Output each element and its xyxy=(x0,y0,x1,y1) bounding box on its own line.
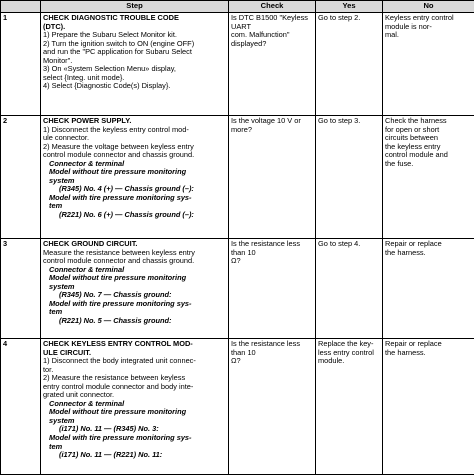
step-line: system xyxy=(49,175,75,185)
step-line: CHECK DIAGNOSTIC TROUBLE CODE xyxy=(43,13,179,22)
step-line: (i171) No. 11 — (R221) No. 11: xyxy=(59,450,163,460)
check-line: Is DTC B1500 "Keyless UART xyxy=(231,13,308,31)
table-row xyxy=(1,239,474,339)
step-line: 2) Turn the ignition switch to ON (engine OFF) xyxy=(43,38,195,48)
step-line: tem xyxy=(49,307,63,317)
no-line: Repair or replace xyxy=(385,239,442,248)
header-number xyxy=(1,1,41,13)
step-cell xyxy=(41,13,229,116)
step-line: tem xyxy=(49,441,63,451)
step-line: control module connector and chassis ground. xyxy=(43,150,195,160)
step-line: select {Integ. unit mode}. xyxy=(43,72,125,82)
no-line: control module and xyxy=(385,150,448,160)
table-row xyxy=(1,13,474,116)
check-cell xyxy=(229,339,316,475)
no-line: the harness. xyxy=(385,347,426,357)
yes-cell xyxy=(316,239,383,339)
check-line: Is the resistance less than 10 xyxy=(231,239,301,257)
yes-line: Go to step 3. xyxy=(318,116,361,125)
yes-line: Go to step 2. xyxy=(318,13,361,22)
step-line: Connector & terminal xyxy=(49,264,125,274)
step-line: Model with tire pressure monitoring sys- xyxy=(49,433,192,443)
step-cell xyxy=(41,116,229,239)
check-cell xyxy=(229,239,316,339)
no-line: Repair or replace xyxy=(385,339,442,348)
no-cell xyxy=(383,339,474,475)
step-line: (R345) No. 7 — Chassis ground: xyxy=(59,290,172,300)
no-cell xyxy=(383,13,474,116)
step-line: Model with tire pressure monitoring sys- xyxy=(49,298,192,308)
no-line: Check the harness xyxy=(385,116,447,125)
check-line: Ω? xyxy=(231,356,241,366)
yes-line: less entry control xyxy=(318,347,374,357)
step-line: tem xyxy=(49,201,63,211)
no-line: circuits between xyxy=(385,133,438,143)
check-cell xyxy=(229,116,316,239)
step-line: CHECK KEYLESS ENTRY CONTROL MOD- xyxy=(43,339,193,348)
check-line: Is the resistance less than 10 xyxy=(231,339,301,357)
step-line: ule connector. xyxy=(43,133,90,143)
step-line: 1) Disconnect the keyless entry control mod- xyxy=(43,124,189,134)
step-line: system xyxy=(49,415,75,425)
header-yes: Yes xyxy=(316,1,383,13)
no-line: for open or short xyxy=(385,124,440,134)
step-cell xyxy=(41,239,229,339)
header-no: No xyxy=(383,1,474,13)
step-line: (R221) No. 5 — Chassis ground: xyxy=(59,315,172,325)
step-line: CHECK POWER SUPPLY. xyxy=(43,116,132,125)
header-step: Step xyxy=(41,1,229,13)
step-line: 4) Select {Diagnostic Code(s) Display}. xyxy=(43,81,171,91)
step-line: (R345) No. 4 (+) — Chassis ground (–): xyxy=(59,184,194,194)
step-number: 3 xyxy=(1,239,41,339)
table-row xyxy=(1,339,474,475)
step-line: ULE CIRCUIT. xyxy=(43,347,92,357)
step-number: 1 xyxy=(1,13,41,116)
step-line: (i171) No. 11 — (R345) No. 3: xyxy=(59,424,159,434)
step-line: system xyxy=(49,281,75,291)
step-line: Model without tire pressure monitoring xyxy=(49,167,187,177)
yes-line: module. xyxy=(318,356,345,366)
no-cell xyxy=(383,239,474,339)
step-number: 2 xyxy=(1,116,41,239)
step-line: and run the "PC application for Subaru Select xyxy=(43,47,192,57)
step-line: (DTC). xyxy=(43,21,66,31)
yes-cell xyxy=(316,13,383,116)
step-line: entry control module connector and body inte- xyxy=(43,381,194,391)
no-line: the fuse. xyxy=(385,158,414,168)
step-line: 3) On «System Selection Menu» display, xyxy=(43,64,176,74)
step-line: Measure the resistance between keyless entry xyxy=(43,247,195,257)
no-line: module is nor- xyxy=(385,21,432,31)
yes-cell xyxy=(316,116,383,239)
step-line: 1) Prepare the Subaru Select Monitor kit. xyxy=(43,30,177,40)
step-line: Connector & terminal xyxy=(49,398,125,408)
yes-line: Replace the key- xyxy=(318,339,374,348)
step-line: grated unit connector. xyxy=(43,390,115,400)
step-number: 4 xyxy=(1,339,41,475)
step-line: control module connector and chassis ground. xyxy=(43,256,195,266)
step-line: Model with tire pressure monitoring sys- xyxy=(49,192,192,202)
table-body xyxy=(1,13,474,475)
step-line: Model without tire pressure monitoring xyxy=(49,407,187,417)
step-line: 2) Measure the resistance between keyless xyxy=(43,373,186,383)
no-line: the keyless entry xyxy=(385,141,441,151)
table-header-row xyxy=(1,1,474,13)
step-line: CHECK GROUND CIRCUIT. xyxy=(43,239,138,248)
yes-cell xyxy=(316,339,383,475)
check-line: Ω? xyxy=(231,256,241,266)
step-line: Model without tire pressure monitoring xyxy=(49,273,187,283)
no-cell xyxy=(383,116,474,239)
no-line: Keyless entry control xyxy=(385,13,454,22)
check-line: com. Malfunction" displayed? xyxy=(231,30,290,48)
step-line: Monitor". xyxy=(43,55,73,65)
step-line: 1) Disconnect the body integrated unit connec- xyxy=(43,356,196,366)
step-line: 2) Measure the voltage between keyless entry xyxy=(43,141,194,151)
step-cell xyxy=(41,339,229,475)
step-line: (R221) No. 6 (+) — Chassis ground (–): xyxy=(59,210,194,220)
no-line: the harness. xyxy=(385,247,426,257)
check-cell xyxy=(229,13,316,116)
step-line: tor. xyxy=(43,364,54,374)
no-line: mal. xyxy=(385,30,399,40)
check-line: Is the voltage 10 V or more? xyxy=(231,116,301,134)
step-line: Connector & terminal xyxy=(49,158,125,168)
table-row xyxy=(1,116,474,239)
yes-line: Go to step 4. xyxy=(318,239,361,248)
header-check: Check xyxy=(229,1,316,13)
